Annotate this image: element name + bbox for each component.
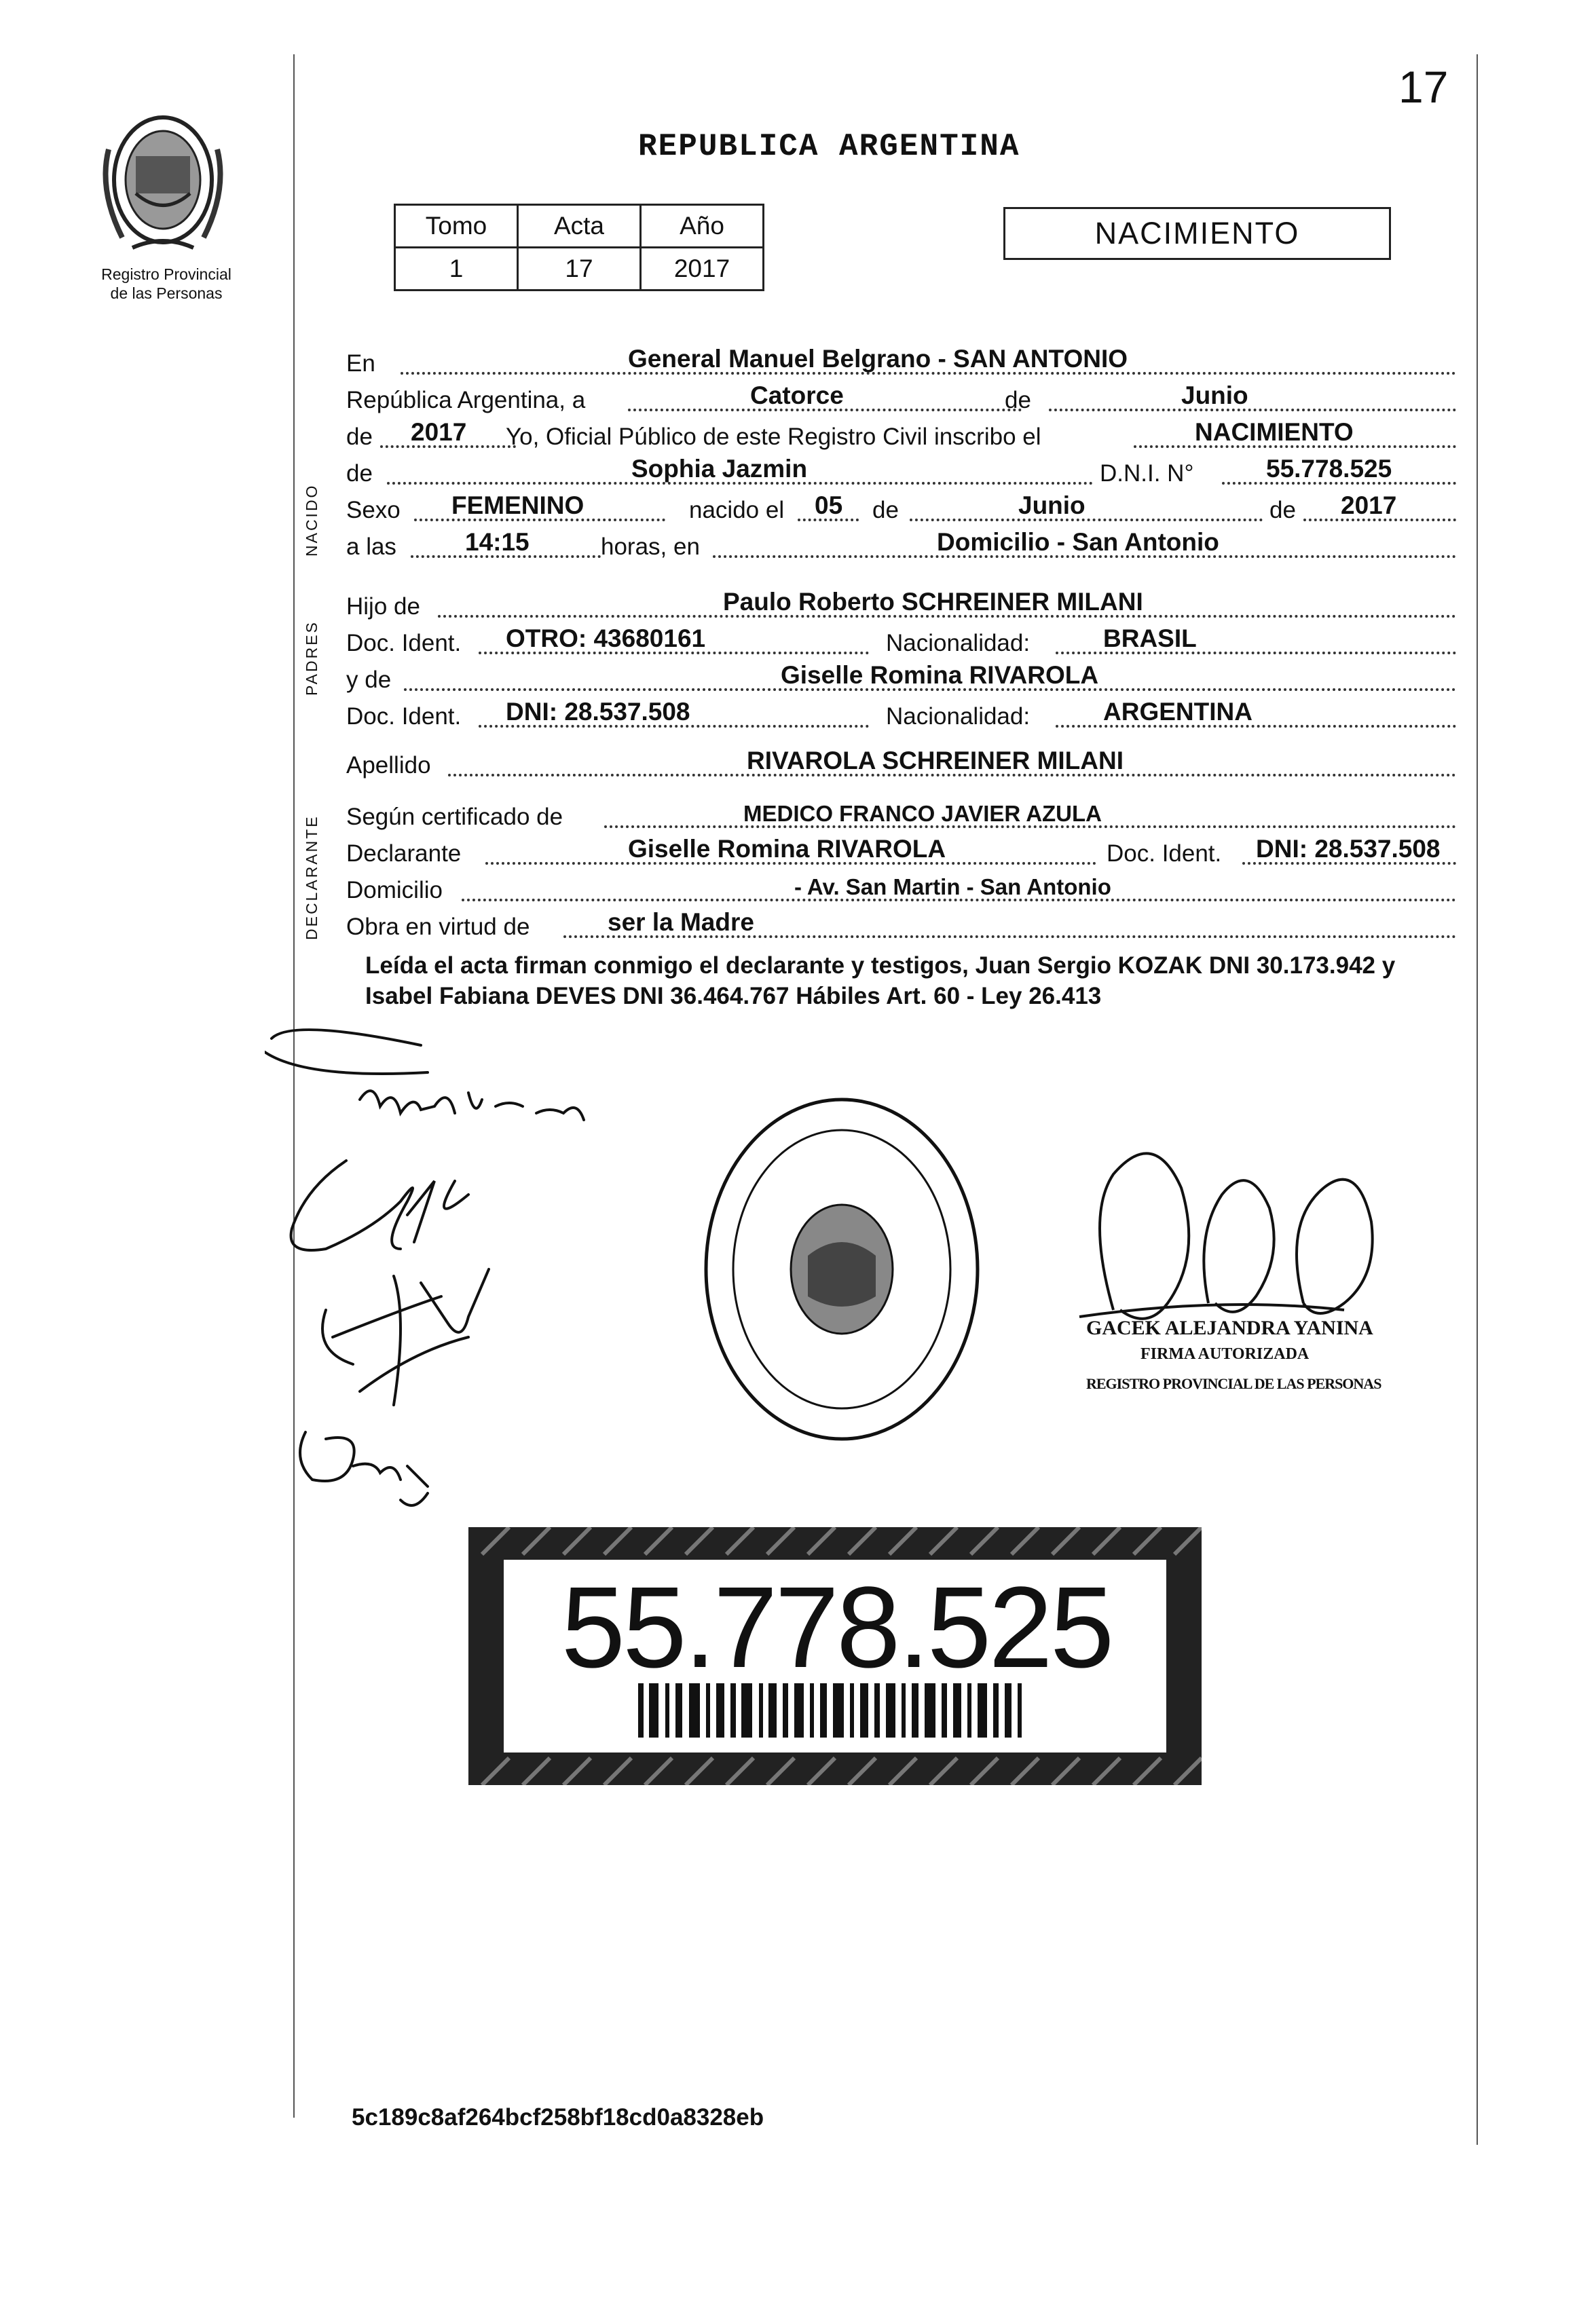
form-line-year (346, 418, 1456, 452)
field-value: Domicilio - San Antonio (937, 528, 1219, 556)
field-value: Giselle Romina RIVAROLA (628, 835, 946, 863)
section-label-padres: PADRES (303, 620, 320, 696)
field-value: Giselle Romina RIVAROLA (781, 661, 1099, 689)
form-line-declarant (346, 835, 1456, 869)
form-line-father-id (346, 624, 1456, 658)
field-value: ser la Madre (608, 908, 754, 936)
field-label: nacido el (689, 497, 785, 523)
province-coat-of-arms-icon (95, 109, 231, 258)
form-line-capacity (346, 908, 1456, 942)
field-label: Nacionalidad: (886, 703, 1031, 730)
field-value: DNI: 28.537.508 (1256, 835, 1441, 863)
field-label: Doc. Ident. (346, 630, 462, 656)
field-value: Junio (1181, 381, 1248, 409)
field-label: Doc. Ident. (346, 703, 462, 730)
document-hash: 5c189c8af264bcf258bf18cd0a8328eb (352, 2104, 764, 2131)
country-title: REPUBLICA ARGENTINA (638, 129, 1020, 164)
table-header: Acta (518, 205, 641, 248)
field-label: Sexo (346, 497, 401, 523)
record-index-table (394, 204, 764, 291)
registry-caption-line: de las Personas (110, 284, 223, 302)
official-role: FIRMA AUTORIZADA (1140, 1345, 1310, 1363)
page-number: 17 (1398, 62, 1449, 112)
field-label: horas, en (601, 533, 700, 560)
field-value: Sophia Jazmin (631, 455, 808, 483)
form-line-certificate (346, 798, 1456, 832)
field-value: ARGENTINA (1103, 698, 1252, 726)
field-value: 55.778.525 (1266, 455, 1392, 483)
field-value: OTRO: 43680161 (506, 624, 706, 652)
section-label-declarante: DECLARANTE (303, 814, 320, 940)
right-margin-line (1477, 54, 1478, 2145)
form-line-father (346, 588, 1456, 622)
field-value: RIVAROLA SCHREINER MILANI (747, 747, 1124, 774)
record-type-box: NACIMIENTO (1003, 207, 1391, 260)
field-label: Doc. Ident. (1107, 840, 1222, 867)
field-label: y de (346, 667, 392, 693)
dotted-rule (1049, 409, 1456, 411)
section-label-nacido: NACIDO (303, 483, 320, 557)
table-cell: 17 (518, 248, 641, 290)
form-line-mother (346, 661, 1456, 695)
registry-caption (78, 265, 255, 303)
form-line-address (346, 872, 1456, 905)
field-label: de (346, 424, 373, 450)
barcode-number: 55.778.525 (561, 1563, 1112, 1692)
field-value: 05 (815, 491, 843, 519)
form-line-sex (346, 491, 1456, 525)
table-header: Año (641, 205, 764, 248)
field-label: D.N.I. N° (1100, 460, 1194, 487)
field-value: 2017 (411, 418, 467, 446)
field-label: Domicilio (346, 877, 443, 903)
field-label: de (346, 460, 373, 487)
field-label: a las (346, 533, 396, 560)
table-header: Tomo (395, 205, 518, 248)
registry-stamp-icon (699, 1093, 984, 1446)
field-value: BRASIL (1103, 624, 1197, 652)
field-label: Obra en virtud de (346, 914, 530, 940)
field-label: Apellido (346, 752, 431, 779)
field-label: República Argentina, a (346, 387, 586, 413)
field-label: Nacionalidad: (886, 630, 1031, 656)
field-value: 14:15 (465, 528, 530, 556)
form-line-mother-id (346, 698, 1456, 732)
closing-note: Leída el acta firman conmigo el declarante y testigos, Juan Sergio KOZAK DNI 30.173.942 y Isabel Fabiana DEVES DNI 36.464.767 Hábiles Art. 60 - Ley 26.413 (365, 952, 1396, 1009)
field-value: NACIMIENTO (1195, 418, 1354, 446)
signatures-handwritten (265, 1025, 699, 1520)
form-line-surname (346, 747, 1456, 781)
field-label: Hijo de (346, 593, 420, 620)
form-line-name (346, 455, 1456, 489)
field-value: Junio (1018, 491, 1085, 519)
field-value: Catorce (750, 381, 844, 409)
form-line-date (346, 381, 1456, 415)
official-organization: REGISTRO PROVINCIAL DE LAS PERSONAS (1086, 1375, 1381, 1392)
field-label: En (346, 350, 375, 377)
field-label: Yo, Oficial Público de este Registro Civil inscribo el (506, 424, 1041, 450)
form-line-place (346, 345, 1456, 379)
table-cell: 2017 (641, 248, 764, 290)
dotted-rule (910, 519, 1263, 521)
field-value: 2017 (1341, 491, 1397, 519)
field-label: Declarante (346, 840, 462, 867)
field-value: MEDICO FRANCO JAVIER AZULA (743, 801, 1102, 826)
field-value: FEMENINO (451, 491, 584, 519)
field-label: de (872, 497, 899, 523)
official-name: GACEK ALEJANDRA YANINA (1086, 1317, 1373, 1339)
field-value: DNI: 28.537.508 (506, 698, 690, 726)
field-label: Según certificado de (346, 804, 563, 830)
table-cell: 1 (395, 248, 518, 290)
field-value: - Av. San Martin - San Antonio (794, 874, 1111, 899)
field-value: Paulo Roberto SCHREINER MILANI (723, 588, 1143, 616)
registry-caption-line: Registro Provincial (101, 265, 231, 283)
field-value: General Manuel Belgrano - SAN ANTONIO (628, 345, 1128, 373)
field-label: de (1269, 497, 1296, 523)
field-label: de (1005, 387, 1031, 413)
form-line-time (346, 528, 1456, 562)
